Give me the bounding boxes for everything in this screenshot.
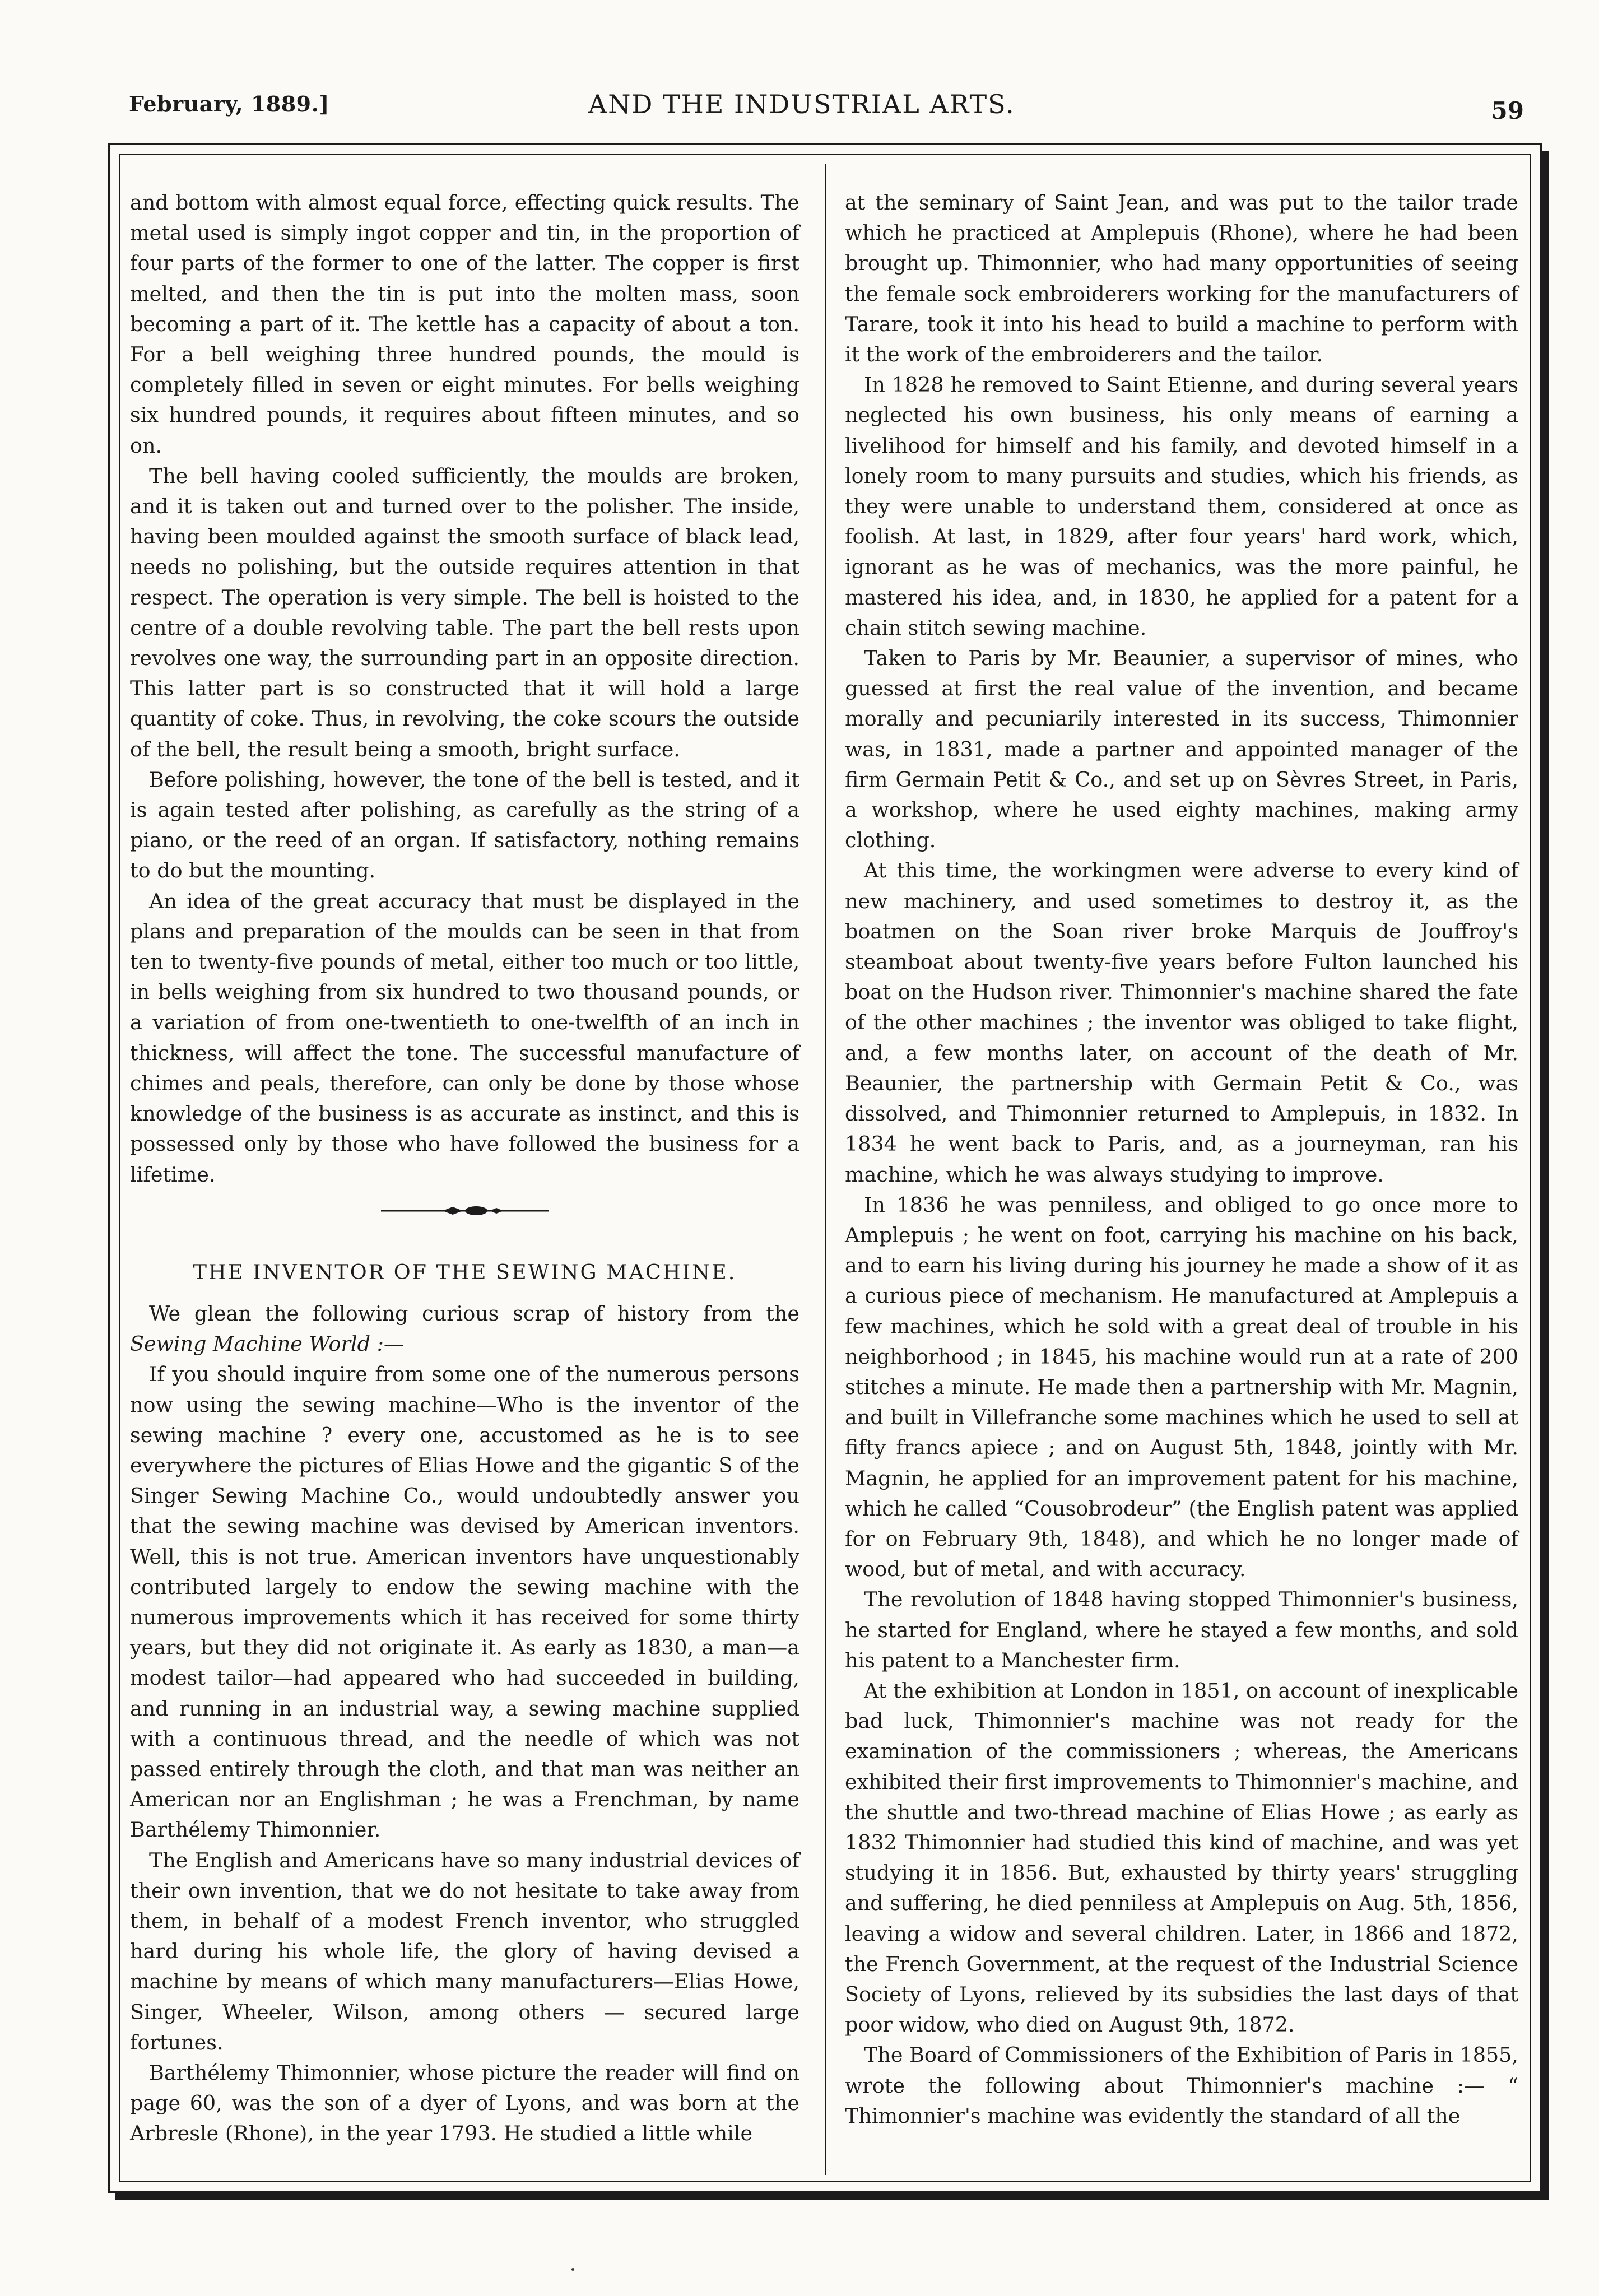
paragraph: at the seminary of Saint Jean, and was put to the tailor trade which he practiced at Amplepuis (Rhone), where he had been brought up. Thimonnier, who had many opportunities of seeing the female sock embroiderers working for the manufacturers of Tarare, took it into his head to build a machine to perform with it the work of the embroiderers and the tailor. (845, 190, 1518, 367)
paragraph: and bottom with almost equal force, effecting quick results. The metal used is simply ingot copper and tin, in the proportion of four parts of the former to one of the latter. The copper is first melted, and then the tin is put into the molten mass, soon becoming a part of it. The kettle has a capacity of about a ton. For a bell weighing three hundred pounds, the mould is completely filled in seven or eight minutes. For bells weighing six hundred pounds, it requires about fifteen minutes, and so on. (130, 190, 800, 458)
paragraph: The bell having cooled sufficiently, the moulds are broken, and it is taken out and turned over to the polisher. The inside, having been moulded against the smooth surface of black lead, needs no polishing, but the outside requires attention in that respect. The operation is very simple. The bell is hoisted to the centre of a double revolving table. The part the bell rests upon revolves one way, the surrounding part in an opposite direction. This latter part is so constructed that it will hold a large quantity of coke. Thus, in revolving, the coke scours the outside of the bell, the result being a smooth, bright surface. (130, 463, 800, 761)
paragraph: In 1828 he removed to Saint Etienne, and during several years neglected his own business, his only means of earning a livelihood for himself and his family, and devoted himself in a lonely room to many pursuits and studies, which his friends, as they were unable to understand them, considered at once as foolish. At last, in 1829, after four years' hard work, which, ignorant as he was of mechanics, was the more painful, he mastered his idea, and, in 1830, he applied for a patent for a chain stitch sewing machine. (845, 373, 1518, 640)
source-publication: Sewing Machine World :— (130, 1332, 405, 1356)
issue-date: February, 1889.] (129, 91, 329, 117)
ornament-rule-icon (370, 1202, 560, 1219)
journal-title: AND THE INDUSTRIAL ARTS. (588, 89, 1015, 119)
column-divider (825, 164, 826, 2175)
paragraph: Before polishing, however, the tone of the bell is tested, and it is again tested after polishing, as carefully as the string of a piano, or the reed of an organ. If satisfactory, nothing remains to do but the mounting. (130, 767, 800, 883)
intro-text: We glean the following curious scrap of history from the (149, 1301, 800, 1326)
left-column (130, 188, 800, 2149)
paragraph: If you should inquire from some one of the numerous persons now using the sewing machine—Who is the inventor of the sewing machine ? every one, accustomed as he is to see everywhere the pictures of Elias Howe and the gigantic S of the Singer Sewing Machine Co., would undoubtedly answer you that the sewing machine was devised by American inventors. Well, this is not true. American inventors have unquestionably contributed largely to endow the sewing machine with the numerous improvements which it has received for some thirty years, but they did not originate it. As early as 1830, a man—a modest tailor—had appeared who had succeeded in building, and running in an industrial way, a sewing machine supplied with a continuous thread, and the needle of which was not passed entirely through the cloth, and that man was neither an American nor an Englishman ; he was a Frenchman, by name Barthélemy Thimonnier. (130, 1362, 800, 1842)
paragraph: At this time, the workingmen were adverse to every kind of new machinery, and used sometimes to destroy it, as the boatmen on the Soan river broke Marquis de Jouffroy's steamboat about twenty-five years before Fulton launched his boat on the Hudson river. Thimonnier's machine shared the fate of the other machines ; the inventor was obliged to take flight, and, a few months later, on account of the death of Mr. Beaunier, the partnership with Germain Petit & Co., was dissolved, and Thimonnier returned to Amplepuis, in 1832. In 1834 he went back to Paris, and, as a journeyman, ran his machine, which he was always studying to improve. (845, 858, 1518, 1187)
frame-shadow-right (1542, 151, 1549, 2199)
paragraph: An idea of the great accuracy that must be displayed in the plans and preparation of the moulds can be seen in that from ten to twenty-five pounds of metal, either too much or too little, in bells weighing from six hundred to two thousand pounds, or a variation of from one-twentieth to one-twelfth of an inch in thickness, will affect the tone. The successful manufacture of chimes and peals, therefore, can only be done by those whose knowledge of the business is as accurate as instinct, and this is possessed only by those who have followed the business for a lifetime. (130, 889, 800, 1187)
paragraph: At the exhibition at London in 1851, on account of inexplicable bad luck, Thimonnier's machine was not ready for the examination of the commissioners ; whereas, the Americans exhibited their first improvements to Thimonnier's machine, and the shuttle and two-thread machine of Elias Howe ; as early as 1832 Thimonnier had studied this kind of machine, and was yet studying it in 1856. But, exhausted by thirty years' struggling and suffering, he died penniless at Amplepuis on Aug. 5th, 1856, leaving a widow and several children. Later, in 1866 and 1872, the French Government, at the request of the Industrial Science Society of Lyons, relieved by its subsidies the last days of that poor widow, who died on August 9th, 1872. (845, 1678, 1518, 2037)
right-column (845, 188, 1518, 2131)
paragraph: In 1836 he was penniless, and obliged to go once more to Amplepuis ; he went on foot, carrying his machine on his back, and to earn his living during his journey he made a show of it as a curious piece of mechanism. He manufactured at Amplepuis a few machines, which he sold with a great deal of trouble in his neighborhood ; in 1845, his machine would run at a rate of 200 stitches a minute. He made then a partnership with Mr. Magnin, and built in Villefranche some machines which he used to sell at fifty francs apiece ; and on August 5th, 1848, jointly with Mr. Magnin, he applied for an improvement patent for his machine, which he called “Cousobrodeur” (the English patent was applied for on February 9th, 1848), and which he no longer made of wood, but of metal, and with accuracy. (845, 1192, 1518, 1582)
article-title: THE INVENTOR OF THE SEWING MACHINE. (193, 1259, 737, 1284)
page-number: 59 (1491, 97, 1524, 124)
frame-shadow-bottom (115, 2193, 1549, 2200)
paragraph (130, 1299, 800, 1359)
paragraph: The Board of Commissioners of the Exhibition of Paris in 1855, wrote the following about Thimonnier's machine :— “ Thimonnier's machine was evidently the standard of all the (845, 2043, 1518, 2128)
print-speck (571, 2268, 574, 2271)
running-header (129, 87, 1524, 126)
paragraph: Taken to Paris by Mr. Beaunier, a supervisor of mines, who guessed at first the real value of the invention, and became morally and pecuniarily interested in its success, Thimonnier was, in 1831, made a partner and appointed manager of the firm Germain Petit & Co., and set up on Sèvres Street, in Paris, a workshop, where he used eighty machines, making army clothing. (845, 646, 1518, 853)
paragraph: Barthélemy Thimonnier, whose picture the reader will find on page 60, was the son of a dyer of Lyons, and was born at the Arbresle (Rhone), in the year 1793. He studied a little while (130, 2060, 800, 2146)
paragraph: The revolution of 1848 having stopped Thimonnier's business, he started for England, where he stayed a few months, and sold his patent to a Manchester firm. (845, 1587, 1518, 1672)
section-ornament (130, 1190, 800, 1240)
paragraph: The English and Americans have so many industrial devices of their own invention, that we do not hesitate to take away from them, in behalf of a modest French inventor, who struggled hard during his whole life, the glory of having devised a machine by means of which many manufacturers—Elias Howe, Singer, Wheeler, Wilson, among others — secured large fortunes. (130, 1848, 800, 2055)
